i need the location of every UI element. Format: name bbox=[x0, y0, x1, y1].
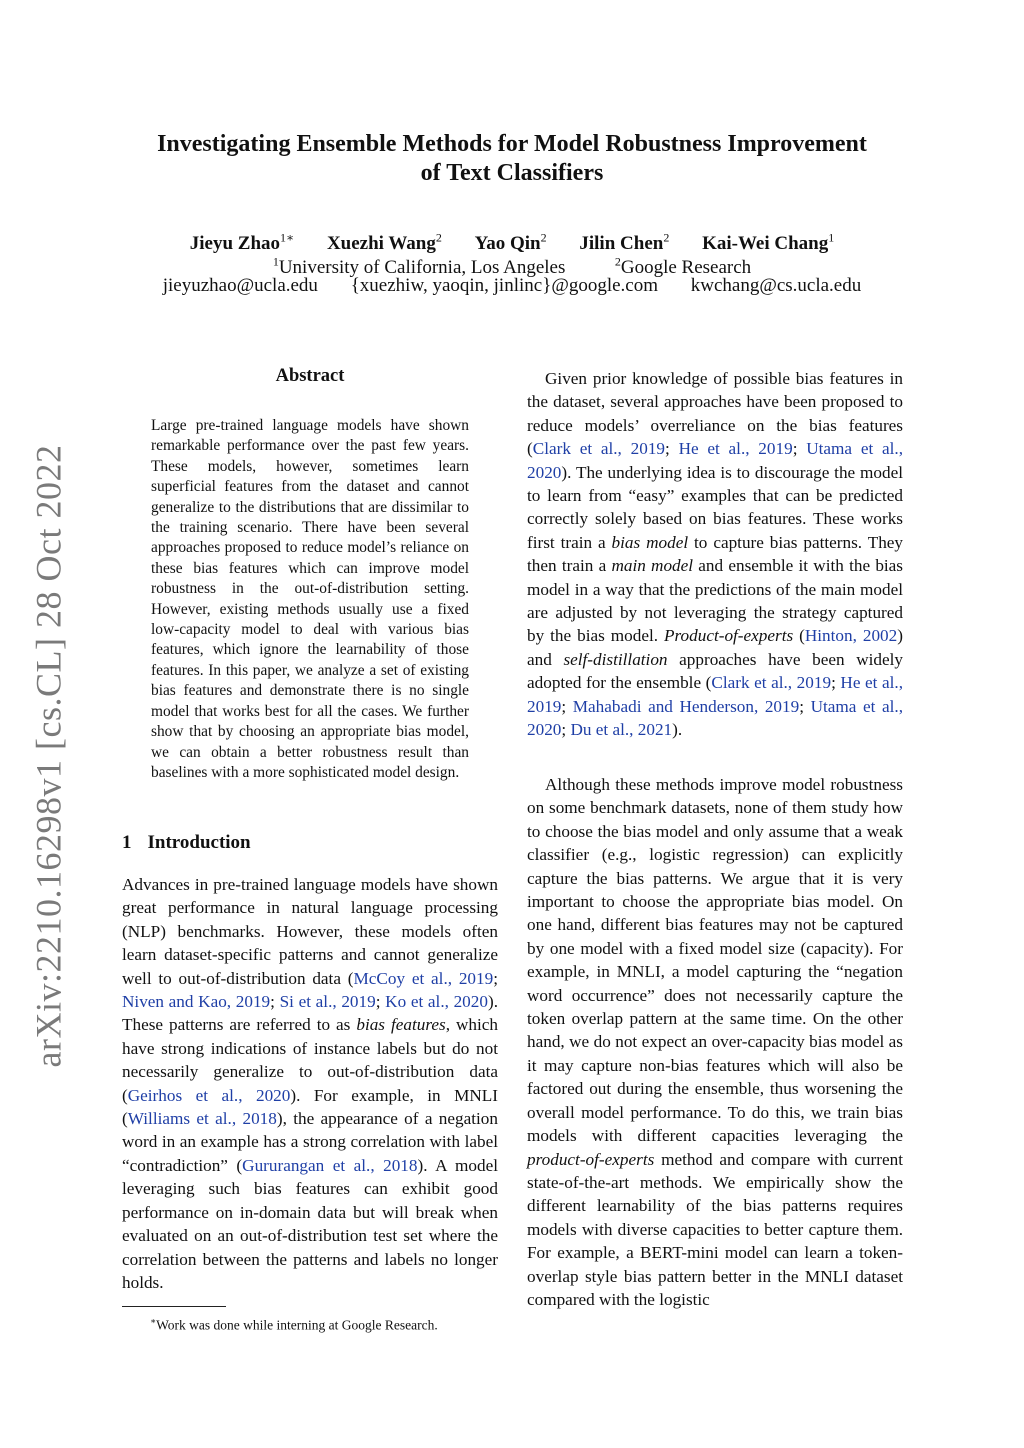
section-heading bbox=[122, 832, 251, 854]
citation-link[interactable]: Si et al., 2019 bbox=[279, 992, 376, 1012]
citation-link[interactable]: He et al., 2019 bbox=[527, 673, 904, 716]
citation-link[interactable]: He et al., 2019 bbox=[678, 439, 793, 459]
citation-link[interactable]: Clark et al., 2019 bbox=[532, 439, 666, 459]
citation-link[interactable]: Du et al., 2021 bbox=[570, 720, 673, 740]
abstract-heading: Abstract bbox=[275, 366, 345, 386]
arxiv-id: arXiv:2210.16298v1 [cs.CL] 28 Oct 2022 bbox=[28, 444, 69, 1068]
citation-link[interactable]: Williams et al., 2018 bbox=[127, 1109, 277, 1129]
arxiv-stamp bbox=[24, 444, 72, 1068]
citation-link[interactable]: McCoy et al., 2019 bbox=[353, 968, 494, 988]
footnote-rule bbox=[122, 1306, 226, 1307]
title-line-1: Investigating Ensemble Methods for Model Robustness Improvement bbox=[157, 131, 867, 157]
citation-link[interactable]: Mahabadi and Henderson, 2019 bbox=[572, 696, 800, 716]
body-paragraph: Although these methods improve model robustness on some benchmark datasets, none of them study how to choose the bias model and only assume that a weak classifier (e.g., logistic regression) can explicitly capture the bias patterns. We argue that it is very important to choose the appropriate bias model. On one hand, different bias features may not be captured by one model with a fixed model size (capacity). For example, in MNLI, a model capturing the “negation word occurrence” does not necessarily capture the token overlap pattern at the same time. On the other hand, we do not expect an over-capacity bias model as it may capture non-bias features which will also be factored out during the ensemble, thus worsening the overall model performance. To do this, we train bias models with different capacities leveraging the product-of-experts method and compare with current state-of-the-art methods. We empirically show the different learnability of the bias patterns requires models with diverse capacities to better capture them. For example, a BERT-mini model can learn a token-overlap style bias pattern better in the MNLI dataset compared with the logistic bbox=[527, 775, 903, 1309]
citation-link[interactable]: Clark et al., 2019 bbox=[711, 673, 832, 693]
citation-link[interactable]: Utama et al., 2020 bbox=[527, 439, 903, 482]
section-number: 1 bbox=[122, 832, 132, 853]
email: kwchang@cs.ucla.edu bbox=[690, 275, 862, 296]
author: Jilin Chen$^2$ bbox=[579, 231, 670, 255]
author: Xuezhi Wang$^2$ bbox=[326, 231, 442, 255]
author: Jieyu Zhao$^{1∗}$ bbox=[189, 231, 295, 255]
emails bbox=[100, 274, 924, 298]
paper-title bbox=[100, 130, 924, 188]
citation-link[interactable]: Utama et al., 2020 bbox=[527, 696, 904, 740]
affiliation: $^1$University of California, Los Angeles bbox=[272, 255, 566, 279]
citation-link[interactable]: Niven and Kao, 2019 bbox=[122, 992, 271, 1012]
citation-link[interactable]: Ko et al., 2020 bbox=[385, 992, 488, 1012]
abstract-text: Large pre-trained language models have shown remarkable performance over the past few years. These models, however, sometimes learn superficial features from the dataset and cannot generalize to the distributions that are dissimilar to the training scenario. There have been several approaches proposed to reduce model’s reliance on these bias features which can improve model robustness in the out-of-distribution setting. However, existing methods usually use a fixed low-capacity model to deal with various bias features, which ignore the learnability of those features. In this paper, we analyze a set of existing bias features and demonstrate there is no single model that works best for all the cases. We further show that by choosing an appropriate bias model, we can obtain a better robustness result than baselines with a more sophisticated model design. bbox=[151, 417, 469, 781]
author: Yao Qin$^2$ bbox=[474, 231, 547, 255]
section-title: Introduction bbox=[147, 832, 251, 853]
title-line-2: of Text Classifiers bbox=[420, 160, 604, 186]
body-paragraph: Given prior knowledge of possible bias features in the dataset, several approaches have been proposed to reduce models’ overreliance on the bias features (Clark et al., 2019; He et al., 2019; Utama et al., 2020). The underlying idea is to discourage the model to learn from “easy” examples that can be predicted correctly solely based on bias features. These works first train a bias model to capture bias patterns. They then train a main model and ensemble it with the bias model in a way that the predictions of the main model are adjusted by not leveraging the strategy captured by the bias model. Product-of-experts (Hinton, 2002) and self-distillation approaches have been widely adopted for the ensemble (Clark et al., 2019; He et al., 2019; Mahabadi and Henderson, 2019; Utama et al., 2020; Du et al., 2021). bbox=[527, 369, 904, 740]
citation-link[interactable]: Hinton, 2002 bbox=[804, 626, 898, 646]
citation-link[interactable]: Gururangan et al., 2018 bbox=[242, 1155, 418, 1175]
author: Kai-Wei Chang$^1$ bbox=[702, 231, 835, 255]
email: jieyuzhao@ucla.edu bbox=[162, 275, 318, 296]
footnote: ∗Work was done while interning at Google Research. bbox=[150, 1316, 438, 1333]
affiliation: $^2$Google Research bbox=[614, 255, 752, 279]
email: {xuezhiw, yaoqin, jinlinc}@google.com bbox=[350, 275, 658, 296]
citation-link[interactable]: Geirhos et al., 2020 bbox=[127, 1085, 291, 1105]
intro-paragraph: Advances in pre-trained language models have shown great performance in natural language processing (NLP) benchmarks. However, these models often learn dataset-specific patterns and cannot generalize well to out-of-distribution data (McCoy et al., 2019; Niven and Kao, 2019; Si et al., 2019; Ko et al., 2020). These patterns are referred to as bias features, which have strong indications of instance labels but do not necessarily generalize to out-of-distribution data (Geirhos et al., 2020). For example, in MNLI (Williams et al., 2018), the appearance of a negation word in an example has a strong correlation with label “contradiction” (Gururangan et al., 2018). A model leveraging such bias features can exhibit good performance on in-domain data but will break when evaluated on an out-of-distribution test set where the correlation between the patterns and labels no longer holds. bbox=[122, 875, 498, 1292]
